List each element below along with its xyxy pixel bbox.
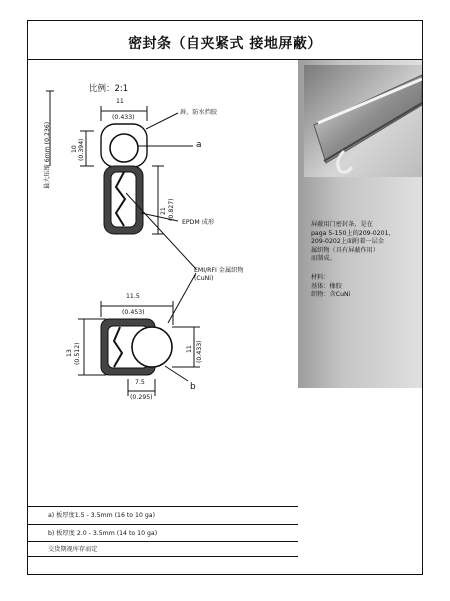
bulb-dimension-inch: (0.433) bbox=[196, 340, 203, 363]
width-dimension: 11 bbox=[116, 98, 124, 105]
lip-label: 唇，防水挡胶 bbox=[180, 109, 218, 116]
product-description bbox=[311, 221, 417, 300]
callout-b: b bbox=[190, 382, 196, 392]
delivery-note: 交货期视库存而定 bbox=[28, 541, 298, 557]
bulb-dimension: 11 bbox=[186, 345, 193, 353]
description-line: 属织物（具有屏蔽作用） bbox=[311, 246, 380, 254]
spec-sheet bbox=[27, 20, 423, 575]
materials-title: 材料： bbox=[311, 273, 330, 281]
core-dimension-inch: (0.394) bbox=[78, 138, 85, 161]
callout-a: a bbox=[196, 140, 202, 150]
height-dimension-inch: (0.827) bbox=[168, 198, 175, 221]
emi-cuni-label: (CuNi) bbox=[194, 275, 214, 282]
emi-rfi-label: EMI/RFI 金属织物 bbox=[194, 267, 244, 274]
row-b: b) 板厚度 2.0 - 3.5mm (14 to 10 ga) bbox=[28, 524, 298, 541]
product-photo bbox=[304, 65, 422, 177]
core-dimension: 10 bbox=[71, 145, 78, 153]
page-title: 密封条（自夹紧式 接地屏蔽） bbox=[128, 36, 322, 52]
seal-strip-photo-icon bbox=[304, 65, 422, 177]
row-a: a) 板厚度1.5 - 3.5mm (16 to 10 ga) bbox=[28, 506, 298, 524]
material-base: 基体：橡胶 bbox=[311, 282, 342, 290]
height-dimension: 21 bbox=[160, 207, 167, 215]
width2-dimension-inch: (0.453) bbox=[122, 309, 145, 316]
foot-dimension: 7.5 bbox=[135, 379, 145, 386]
height2-dimension: 13 bbox=[66, 349, 73, 357]
description-line: 而制成。 bbox=[311, 255, 336, 263]
epdm-label: EPDM 成形 bbox=[182, 219, 215, 226]
max-compression-label: 最大压缩 6mm (0.236) bbox=[44, 121, 51, 189]
scale-label: 比例：2:1 bbox=[89, 84, 129, 94]
height2-dimension-inch: (0.512) bbox=[74, 342, 81, 365]
description-line: 屏蔽用门密封条，是在 bbox=[311, 221, 373, 228]
width2-dimension: 11.5 bbox=[126, 293, 140, 300]
description-line: paga 5-150上的209-0201， bbox=[311, 229, 395, 237]
technical-drawing bbox=[28, 21, 298, 491]
description-line: 209-0202上面附着一层金 bbox=[311, 238, 385, 246]
material-fabric: 织物：含CuNi bbox=[311, 291, 351, 299]
foot-dimension-inch: (0.295) bbox=[130, 394, 153, 401]
width-dimension-inch: (0.433) bbox=[112, 114, 135, 121]
